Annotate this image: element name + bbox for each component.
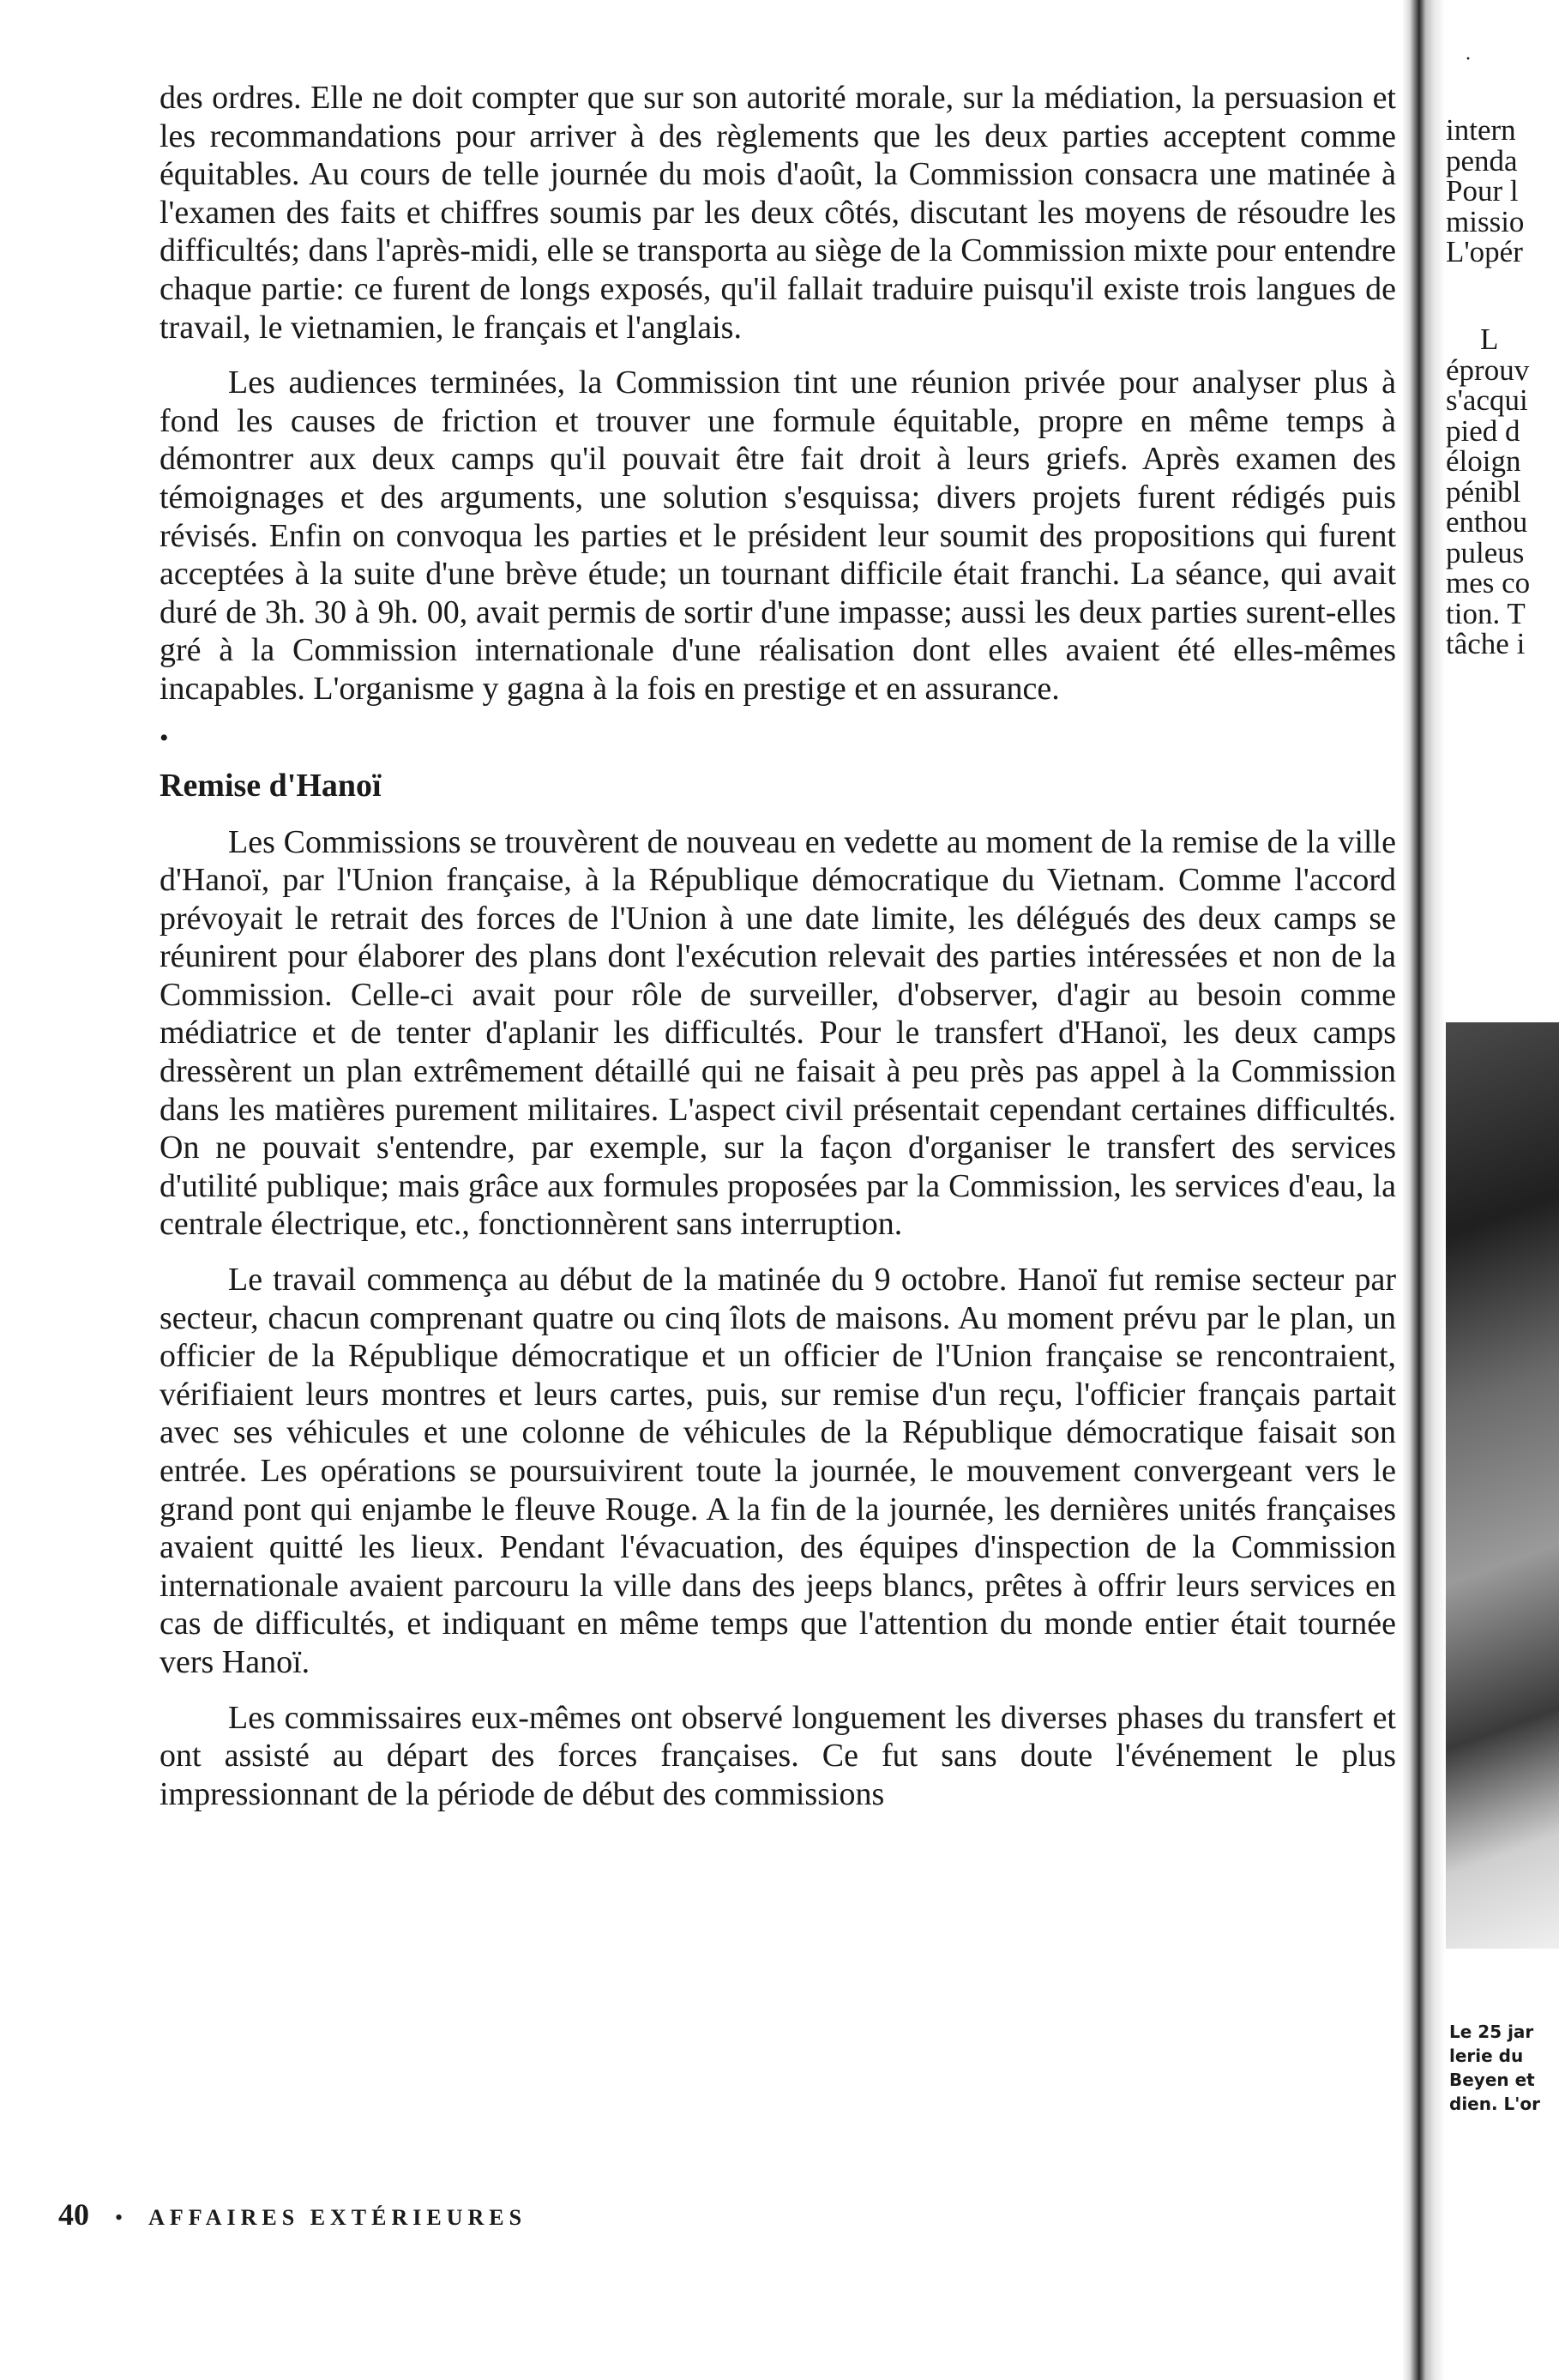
section-heading: Remise d'Hanoï (160, 767, 382, 804)
journal-title: AFFAIRES EXTÉRIEURES (148, 2205, 527, 2230)
caption-line: lerie du (1449, 2046, 1524, 2066)
facing-page-lower-line: pied d (1446, 413, 1520, 448)
page-gutter (1402, 0, 1445, 2380)
paragraph-1: des ordres. Elle ne doit compter que sur son autorité morale, sur la médiation, la persuasion et les recommandations pour arriver à des règlements que les deux parties acceptent comme équitables. Au cours de telle journée du mois d'août, la Commission consacra une matinée à l'examen des faits et chiffres soumis par les deux côtés, discutant les moyens de résoudre les difficultés; dans l'après-midi, elle se transporta au siège de la Commission mixte pour entendre chaque partie: ce furent de longs exposés, qu'il fallait traduire puisqu'il existe trois langues de travail, le vietnamien, le français et l'anglais. (160, 80, 1396, 346)
caption-line: dien. L'or (1449, 2094, 1541, 2114)
facing-page-text-top (1446, 115, 1524, 268)
paragraph-4: Le travail commença au début de la matinée du 9 octobre. Hanoï fut remise secteur par secteur, chacun comprenant quatre ou cinq îlots de maisons. Au moment prévu par le plan, un officier de la République démocratique et un officier de l'Union française se rencontraient, vérifiaient leurs montres et leurs cartes, puis, sur remise d'un reçu, l'officier français partait avec ses véhicules et une colonne de véhicules de la République démocratique faisait son entrée. Les opérations se poursuivirent toute la journée, le mouvement convergeant vers le grand pont qui enjambe le fleuve Rouge. A la fin de la journée, les dernières unités françaises avaient quitté les lieux. Pendant l'évacuation, des équipes d'inspection de la Commission internationale avaient parcouru la ville dans des jeeps blancs, prêtes à offrir leurs services en cas de difficultés, et indiquant en même temps que l'attention du monde entier était tournée vers Hanoï. (160, 1262, 1396, 1680)
facing-page-lower-line: s'acqui (1446, 383, 1528, 417)
paragraph-2: Les audiences terminées, la Commission tint une réunion privée pour analyser plus à fond les causes de friction et trouver une formule équitable, propre en même temps à démontrer aux deux camps qu'il pouvait être fait droit à leurs griefs. Après examen des témoignages et des arguments, une solution s'esquissa; divers projets furent rédigés puis révisés. Enfin on convoqua les parties et le président leur soumit des propositions qui furent acceptées à la suite d'une brève étude; un tournant difficile était franchi. La séance, qui avait duré de 3h. 30 à 9h. 00, avait permis de sortir d'une impasse; aussi les deux parties surent-elles gré à la Commission internationale d'une réalisation dont elles avaient été elles-mêmes incapables. L'organisme y gagna à la fois en prestige et en assurance. (160, 365, 1396, 707)
facing-page-lower-line: puleus (1446, 535, 1525, 569)
facing-page-top-line: Pour l (1446, 174, 1519, 208)
photo-caption (1449, 2020, 1540, 2116)
section-separator: • (160, 723, 169, 752)
photograph (1446, 1022, 1559, 1949)
facing-page-lower-line: éloign (1446, 444, 1521, 478)
paragraph-3: Les Commissions se trouvèrent de nouveau en vedette au moment de la remise de la ville d'Hanoï, par l'Union française, à la République démocratique du Vietnam. Comme l'accord prévoyait le retrait des forces de l'Union à une date limite, les délégués des deux camps se réunirent pour élaborer des plans dont l'exécution relevait des parties intéressées et non de la Commission. Celle-ci avait pour rôle de surveiller, d'observer, d'agir au besoin comme médiatrice et de tenter d'aplanir les difficultés. Pour le transfert d'Hanoï, les deux camps dressèrent un plan extrêmement détaillé qui ne faisait à peu près pas appel à la Commission dans les matières purement militaires. L'aspect civil présentait cependant certaines difficultés. On ne pouvait s'entendre, par exemple, sur la façon d'organiser le transfert des services d'utilité publique; mais grâce aux formules proposées par la Commission, les services d'eau, la centrale électrique, etc., fonctionnèrent sans interruption. (160, 823, 1396, 1243)
facing-page-lower-line: éprouv (1446, 352, 1530, 387)
facing-page-lower-line: pénibl (1446, 474, 1521, 509)
caption-line: Beyen et (1449, 2070, 1535, 2090)
main-column (160, 79, 1396, 1830)
speck: · (1465, 48, 1472, 70)
facing-page-top-line: L'opér (1446, 235, 1523, 268)
facing-page-lower-line: L (1480, 322, 1499, 356)
facing-page-lower-line: tâche i (1446, 627, 1526, 660)
facing-page-top-line: missio (1446, 204, 1525, 238)
footer-separator: • (115, 2205, 123, 2230)
paragraph-5: Les commissaires eux-mêmes ont observé longuement les diverses phases du transfert et ont assisté au départ des forces françaises. Ce fut sans doute l'événement le plus impressionnant de la période de début des commissions (160, 1699, 1396, 1812)
facing-page-lower-line: enthou (1446, 505, 1528, 539)
facing-page (1446, 0, 1559, 2380)
page-footer (58, 2196, 527, 2232)
facing-page-lower-line: mes co (1446, 566, 1531, 600)
caption-line: Le 25 jar (1449, 2021, 1534, 2042)
facing-page-top-line: penda (1446, 143, 1518, 178)
facing-page-top-line: intern (1446, 113, 1516, 147)
facing-page-lower-line: tion. T (1446, 596, 1526, 630)
facing-page-text-lower (1446, 324, 1530, 660)
page-number: 40 (58, 2197, 89, 2232)
